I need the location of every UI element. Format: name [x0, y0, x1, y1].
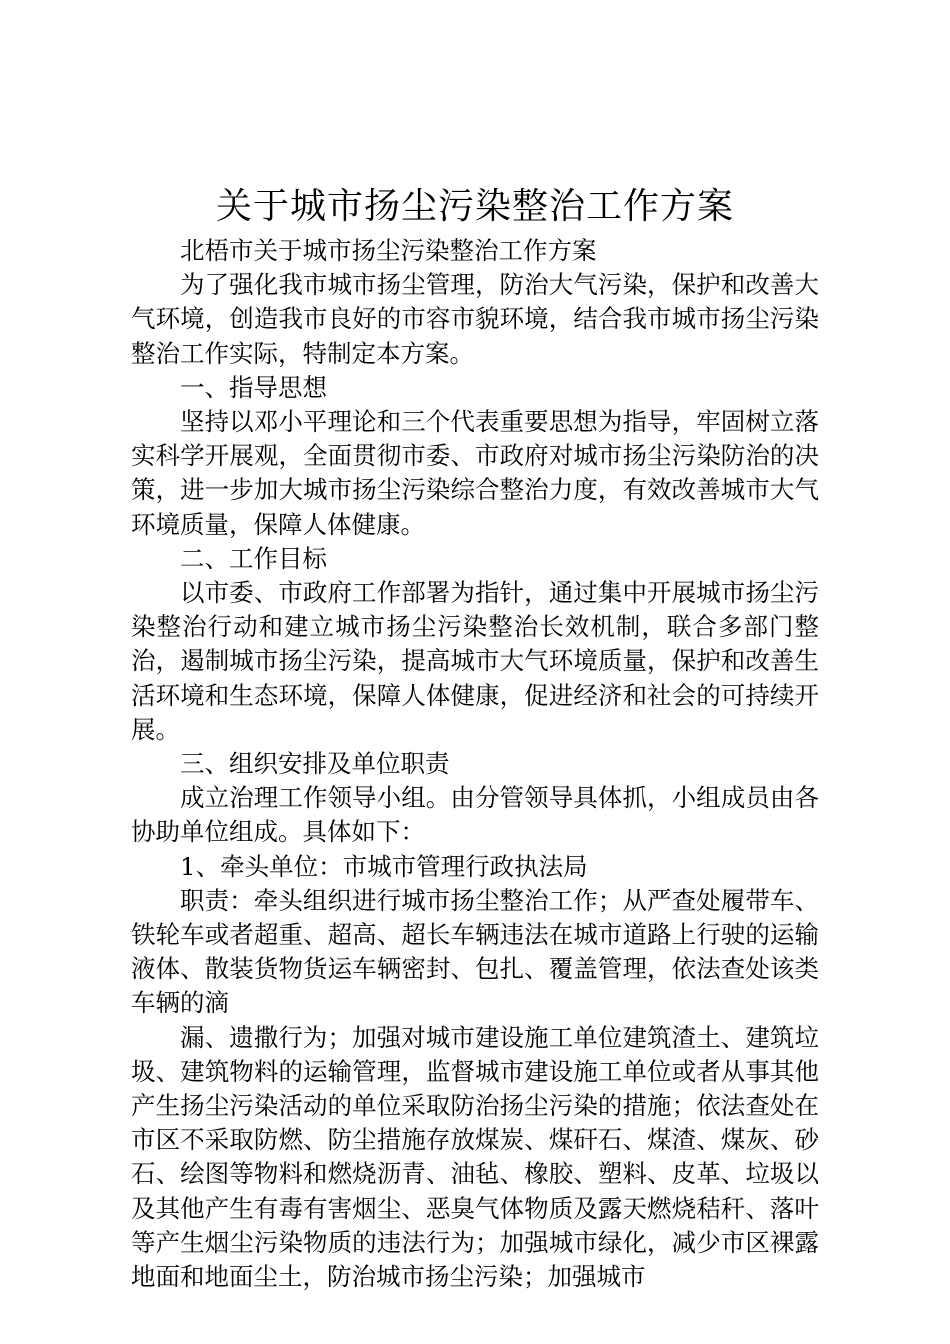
subtitle-paragraph: 北梧市关于城市扬尘污染整治工作方案 — [180, 236, 597, 265]
lead-unit-item: 1、牵头单位：市城市管理行政执法局 — [180, 851, 588, 881]
document-title: 关于城市扬尘污染整治工作方案 — [215, 186, 734, 227]
work-goals-paragraph: 以市委、市政府工作部署为指针，通过集中开展城市扬尘污染整治行动和建立城市扬尘污染整治长效机制，联合多部门整治，遏制城市扬尘污染，提高城市大气环境质量，保护和改善生活环境和生态环境，保障人体健康，促进经济和社会的可持续开展。 — [131, 578, 819, 744]
organization-paragraph: 成立治理工作领导小组。由分管领导具体抓，小组成员由各协助单位组成。具体如下： — [131, 783, 819, 847]
responsibilities-paragraph: 职责：牵头组织进行城市扬尘整治工作；从严查处履带车、铁轮车或者超重、超高、超长车辆违法在城市道路上行驶的运输液体、散装货物货运车辆密封、包扎、覆盖管理，依法查处该类车辆的滴 — [131, 885, 819, 1018]
section-heading-organization: 三、组织安排及单位职责 — [180, 749, 450, 779]
guiding-thought-paragraph: 坚持以邓小平理论和三个代表重要思想为指导，牢固树立落实科学开展观，全面贯彻市委、市政府对城市扬尘污染防治的决策，进一步加大城市扬尘污染综合整治力度，有效改善城市大气环境质量，保障人体健康。 — [131, 407, 819, 539]
section-heading-guiding-thought: 一、指导思想 — [180, 372, 327, 402]
document-body — [131, 234, 819, 1294]
responsibilities-continued-paragraph: 漏、遗撒行为；加强对城市建设施工单位建筑渣土、建筑垃圾、建筑物料的运输管理，监督城市建设施工单位或者从事其他产生扬尘污染活动的单位采取防治扬尘污染的措施；依法查处在市区不采取防燃、防尘措施存放煤炭、煤矸石、煤渣、煤灰、砂石、绘图等物料和燃烧沥青、油毡、橡胶、塑料、皮革、垃圾以及其他产生有毒有害烟尘、恶臭气体物质及露天燃烧秸秆、落叶等产生烟尘污染物质的违法行为；加强城市绿化，减少市区裸露地面和地面尘土，防治城市扬尘污染；加强城市 — [131, 1022, 819, 1292]
section-heading-work-goals: 二、工作目标 — [180, 543, 327, 573]
intro-paragraph: 为了强化我市城市扬尘管理，防治大气污染，保护和改善大气环境，创造我市良好的市容市貌环境，结合我市城市扬尘污染整治工作实际，特制定本方案。 — [131, 270, 819, 368]
